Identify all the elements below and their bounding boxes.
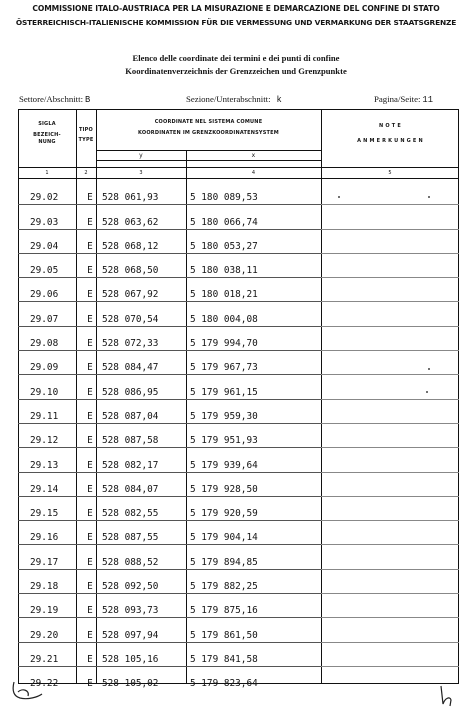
y-coordinate-cell: 528 061,93 bbox=[102, 192, 159, 204]
point-id-cell: 29.06 bbox=[30, 289, 59, 301]
y-coordinate-cell: 528 087,04 bbox=[102, 410, 159, 422]
point-type-cell: E bbox=[87, 338, 93, 350]
y-coordinate-cell: 528 072,33 bbox=[102, 338, 159, 350]
point-type-cell: E bbox=[87, 289, 93, 301]
y-coordinate-cell: 528 067,92 bbox=[102, 289, 159, 301]
x-coordinate-cell: 5 179 951,93 bbox=[190, 435, 258, 447]
ink-dot bbox=[428, 196, 430, 198]
table-row bbox=[18, 278, 459, 302]
point-type-cell: E bbox=[87, 581, 93, 593]
page-value: 11 bbox=[422, 95, 433, 105]
x-coordinate-cell: 5 179 920,59 bbox=[190, 508, 258, 520]
section-field bbox=[186, 94, 282, 105]
list-title-german: Koordinatenverzeichnis der Grenzzeichen und Grenzpunkte bbox=[125, 66, 347, 76]
y-coordinate-cell: 528 086,95 bbox=[102, 386, 159, 398]
table-row bbox=[18, 618, 459, 642]
point-id-cell: 29.16 bbox=[30, 532, 59, 544]
y-coordinate-cell: 528 084,47 bbox=[102, 362, 159, 374]
x-coordinate-cell: 5 180 089,53 bbox=[190, 192, 258, 204]
point-type-cell: E bbox=[87, 192, 93, 204]
table-row bbox=[18, 521, 459, 545]
column-header-sigla: SIGLA BEZEICH- NUNG bbox=[33, 121, 61, 145]
table-row bbox=[18, 400, 459, 424]
point-id-cell: 29.17 bbox=[30, 556, 59, 568]
point-id-cell: 29.04 bbox=[30, 240, 59, 252]
y-coordinate-cell: 528 087,58 bbox=[102, 435, 159, 447]
header-rule bbox=[18, 167, 459, 168]
handwritten-initial-icon bbox=[436, 684, 458, 708]
x-coordinate-cell: 5 180 018,21 bbox=[190, 289, 258, 301]
table-row bbox=[18, 230, 459, 254]
point-id-cell: 29.13 bbox=[30, 459, 59, 471]
point-type-cell: E bbox=[87, 678, 93, 690]
point-id-cell: 29.10 bbox=[30, 386, 59, 398]
point-type-cell: E bbox=[87, 653, 93, 665]
point-id-cell: 29.02 bbox=[30, 192, 59, 204]
table-row bbox=[18, 497, 459, 521]
y-coordinate-cell: 528 105,02 bbox=[102, 678, 159, 690]
y-coordinate-cell: 528 088,52 bbox=[102, 556, 159, 568]
point-type-cell: E bbox=[87, 240, 93, 252]
header-rule bbox=[18, 178, 459, 179]
x-coordinate-cell: 5 180 053,27 bbox=[190, 240, 258, 252]
point-id-cell: 29.19 bbox=[30, 605, 59, 617]
y-coordinate-cell: 528 082,17 bbox=[102, 459, 159, 471]
x-coordinate-cell: 5 179 967,73 bbox=[190, 362, 258, 374]
point-id-cell: 29.21 bbox=[30, 653, 59, 665]
coordinates-table-body bbox=[18, 181, 459, 691]
point-id-cell: 29.18 bbox=[30, 581, 59, 593]
point-id-cell: 29.15 bbox=[30, 508, 59, 520]
y-coordinate-cell: 528 063,62 bbox=[102, 216, 159, 228]
table-row bbox=[18, 181, 459, 205]
point-id-cell: 29.03 bbox=[30, 216, 59, 228]
column-number: 5 bbox=[388, 170, 392, 176]
table-row bbox=[18, 254, 459, 278]
column-header-notes: N O T E A N M E R K U N G E N bbox=[357, 123, 423, 144]
sector-field bbox=[19, 94, 90, 105]
handwritten-mark-icon bbox=[8, 678, 48, 706]
point-id-cell: 29.20 bbox=[30, 629, 59, 641]
column-number: 3 bbox=[139, 170, 143, 176]
column-number: 4 bbox=[251, 170, 256, 176]
x-coordinate-cell: 5 179 882,25 bbox=[190, 581, 258, 593]
x-coordinate-cell: 5 179 875,16 bbox=[190, 605, 258, 617]
page-field bbox=[374, 94, 433, 105]
table-row bbox=[18, 205, 459, 229]
sector-value: B bbox=[85, 95, 91, 105]
point-type-cell: E bbox=[87, 508, 93, 520]
point-type-cell: E bbox=[87, 216, 93, 228]
ink-dot bbox=[338, 196, 340, 198]
point-id-cell: 29.09 bbox=[30, 362, 59, 374]
y-coordinate-cell: 528 105,16 bbox=[102, 653, 159, 665]
point-id-cell: 29.22 bbox=[30, 678, 59, 690]
x-coordinate-cell: 5 179 928,50 bbox=[190, 483, 258, 495]
point-type-cell: E bbox=[87, 459, 93, 471]
column-number: 2 bbox=[84, 170, 88, 176]
point-type-cell: E bbox=[87, 532, 93, 544]
point-type-cell: E bbox=[87, 386, 93, 398]
column-number: 1 bbox=[45, 170, 49, 176]
commission-title-german: ÖSTERREICHISCH-ITALIENISCHE KOMMISSION FÜR DIE VERMESSUNG UND VERMARKUNG DER STAATSGRENZE bbox=[15, 18, 457, 27]
y-coordinate-cell: 528 092,50 bbox=[102, 581, 159, 593]
point-type-cell: E bbox=[87, 362, 93, 374]
point-type-cell: E bbox=[87, 435, 93, 447]
column-header-y: y bbox=[139, 152, 143, 159]
x-coordinate-cell: 5 179 994,70 bbox=[190, 338, 258, 350]
table-row bbox=[18, 448, 459, 472]
ink-dot bbox=[428, 368, 430, 370]
table-row bbox=[18, 302, 459, 326]
table-row bbox=[18, 594, 459, 618]
column-header-coordinates: COORDINATE NEL SISTEMA COMUNE KOORDINATEN IM GRENZKOORDINATENSYSTEM bbox=[138, 119, 279, 136]
section-label: Sezione/Unterabschnitt: bbox=[186, 94, 271, 104]
y-coordinate-cell: 528 093,73 bbox=[102, 605, 159, 617]
point-id-cell: 29.05 bbox=[30, 265, 59, 277]
table-row bbox=[18, 351, 459, 375]
point-type-cell: E bbox=[87, 265, 93, 277]
table-row bbox=[18, 473, 459, 497]
y-coordinate-cell: 528 068,50 bbox=[102, 265, 159, 277]
x-coordinate-cell: 5 179 841,58 bbox=[190, 653, 258, 665]
header-rule bbox=[96, 150, 321, 151]
y-coordinate-cell: 528 070,54 bbox=[102, 313, 159, 325]
y-coordinate-cell: 528 097,94 bbox=[102, 629, 159, 641]
table-row bbox=[18, 327, 459, 351]
x-coordinate-cell: 5 179 959,30 bbox=[190, 410, 258, 422]
point-id-cell: 29.11 bbox=[30, 410, 59, 422]
x-coordinate-cell: 5 179 861,50 bbox=[190, 629, 258, 641]
point-type-cell: E bbox=[87, 556, 93, 568]
x-coordinate-cell: 5 179 894,85 bbox=[190, 556, 258, 568]
table-row bbox=[18, 570, 459, 594]
table-row bbox=[18, 545, 459, 569]
x-coordinate-cell: 5 179 939,64 bbox=[190, 459, 258, 471]
ink-dot bbox=[426, 391, 428, 393]
x-coordinate-cell: 5 179 823,64 bbox=[190, 678, 258, 690]
x-coordinate-cell: 5 180 038,11 bbox=[190, 265, 258, 277]
header-rule bbox=[96, 160, 321, 161]
point-type-cell: E bbox=[87, 629, 93, 641]
table-row bbox=[18, 667, 459, 691]
point-type-cell: E bbox=[87, 313, 93, 325]
y-coordinate-cell: 528 084,07 bbox=[102, 483, 159, 495]
y-coordinate-cell: 528 082,55 bbox=[102, 508, 159, 520]
column-header-x: x bbox=[251, 152, 256, 159]
list-title-italian: Elenco delle coordinate dei termini e dei punti di confine bbox=[132, 53, 340, 63]
point-type-cell: E bbox=[87, 605, 93, 617]
sector-label: Settore/Abschnitt: bbox=[19, 94, 84, 104]
point-type-cell: E bbox=[87, 410, 93, 422]
point-id-cell: 29.07 bbox=[30, 313, 59, 325]
x-coordinate-cell: 5 179 904,14 bbox=[190, 532, 258, 544]
y-coordinate-cell: 528 068,12 bbox=[102, 240, 159, 252]
table-row bbox=[18, 643, 459, 667]
point-type-cell: E bbox=[87, 483, 93, 495]
page-label: Pagina/Seite: bbox=[374, 94, 421, 104]
point-id-cell: 29.12 bbox=[30, 435, 59, 447]
x-coordinate-cell: 5 180 004,08 bbox=[190, 313, 258, 325]
x-coordinate-cell: 5 180 066,74 bbox=[190, 216, 258, 228]
point-id-cell: 29.14 bbox=[30, 483, 59, 495]
y-coordinate-cell: 528 087,55 bbox=[102, 532, 159, 544]
commission-title-italian: COMMISSIONE ITALO-AUSTRIACA PER LA MISURAZIONE E DEMARCAZIONE DEL CONFINE DI STATO bbox=[32, 4, 440, 13]
section-value: k bbox=[276, 95, 282, 105]
table-row bbox=[18, 375, 459, 399]
column-header-tipo: TIPO TYPE bbox=[78, 127, 94, 143]
x-coordinate-cell: 5 179 961,15 bbox=[190, 386, 258, 398]
table-row bbox=[18, 424, 459, 448]
point-id-cell: 29.08 bbox=[30, 338, 59, 350]
